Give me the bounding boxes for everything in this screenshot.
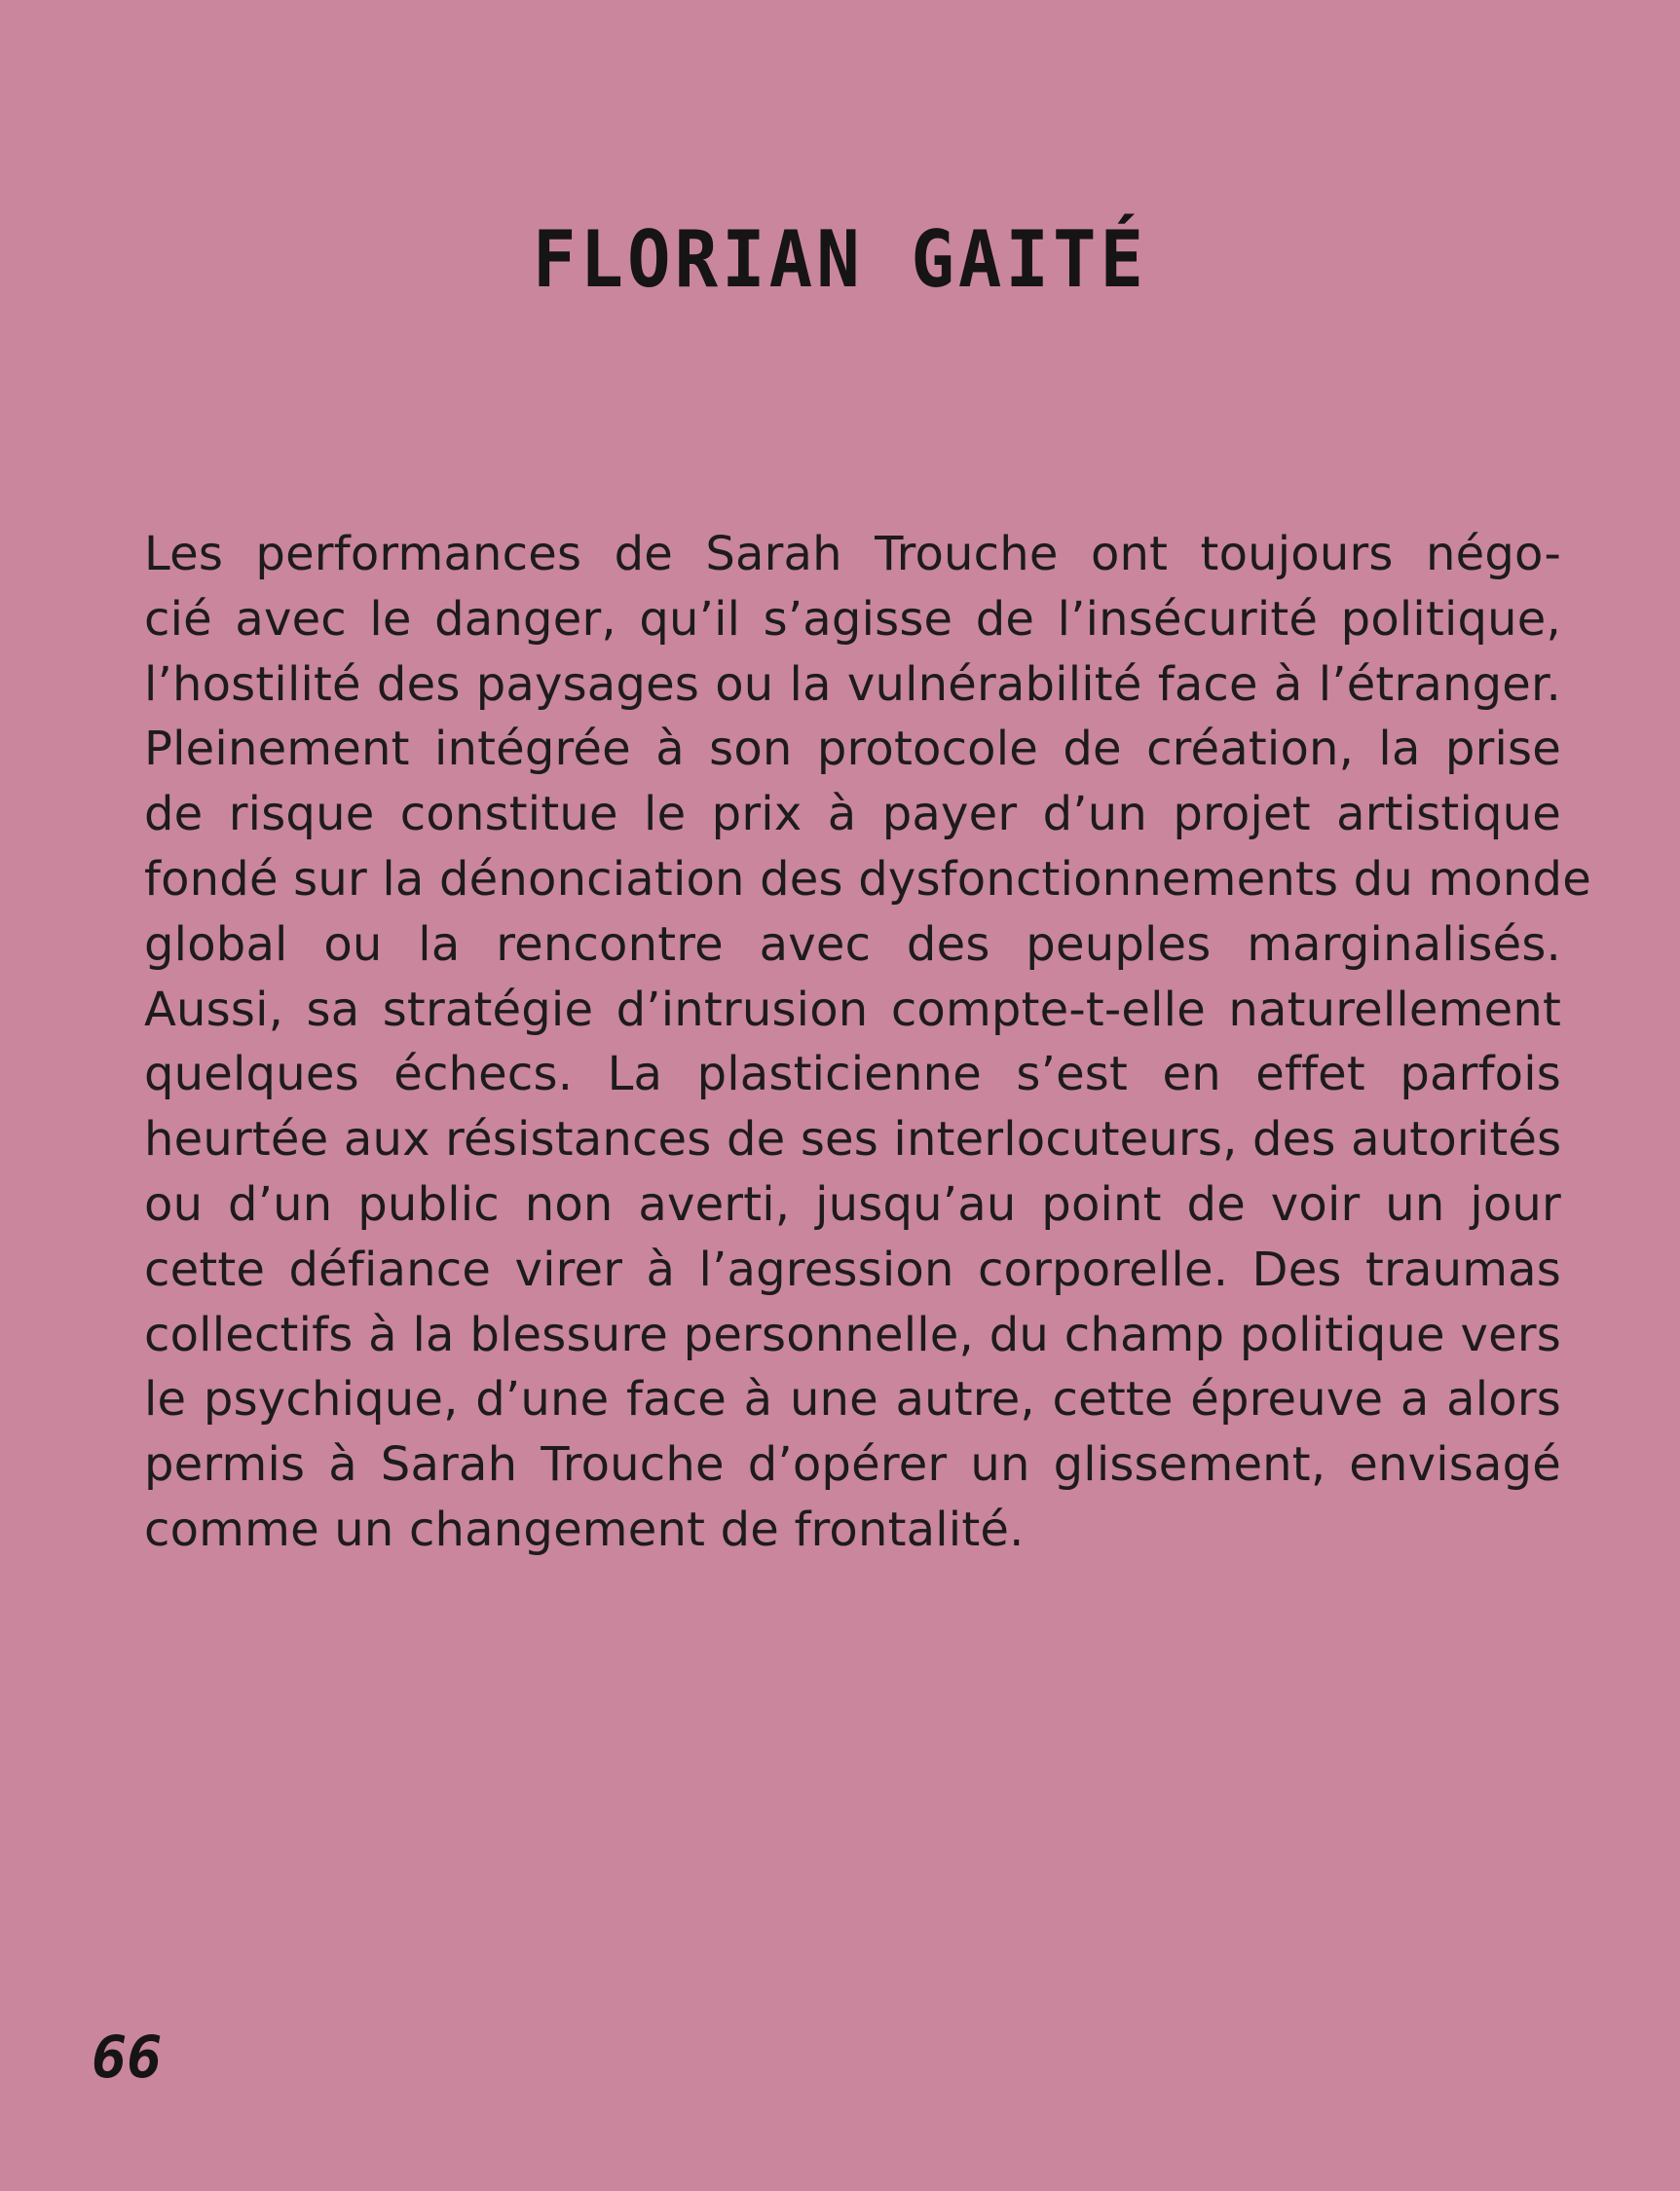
paragraph-line: de risque constitue le prix à payer d’un projet artistique [144, 787, 1561, 842]
paragraph-line: cié avec le danger, qu’il s’agisse de l’insécurité politique, [144, 591, 1561, 647]
paragraph-line: comme un changement de frontalité. [144, 1502, 1025, 1557]
paragraph-line: heurtée aux résistances de ses interlocuteurs, des autorités [144, 1112, 1562, 1168]
paragraph-line: Les performances de Sarah Trouche ont toujours négo- [144, 527, 1561, 581]
paragraph-line: le psychique, d’une face à une autre, cette épreuve a alors [144, 1372, 1561, 1428]
page-number: 66 [92, 2024, 163, 2092]
paragraph-line: global ou la rencontre avec des peuples marginalisés. [144, 916, 1561, 972]
body-paragraph [144, 522, 1591, 1563]
paragraph-line: cette défiance virer à l’agression corporelle. Des traumas [144, 1242, 1561, 1297]
paragraph-line: Aussi, sa stratégie d’intrusion compte-t-elle naturellement [144, 982, 1561, 1037]
author-title: FLORIAN GAITÉ [532, 214, 1148, 306]
paragraph-line: quelques échecs. La plasticienne s’est en effet parfois [144, 1047, 1561, 1102]
paragraph-line: permis à Sarah Trouche d’opérer un glissement, envisagé [144, 1437, 1561, 1493]
paragraph-line: fondé sur la dénonciation des dysfonctionnements du monde [144, 851, 1591, 907]
paragraph-line: collectifs à la blessure personnelle, du champ politique vers [144, 1307, 1561, 1362]
paragraph-line: l’hostilité des paysages ou la vulnérabilité face à l’étranger. [144, 656, 1561, 712]
paragraph-line: ou d’un public non averti, jusqu’au point de voir un jour [144, 1176, 1561, 1232]
paragraph-line: Pleinement intégrée à son protocole de création, la prise [144, 722, 1561, 777]
